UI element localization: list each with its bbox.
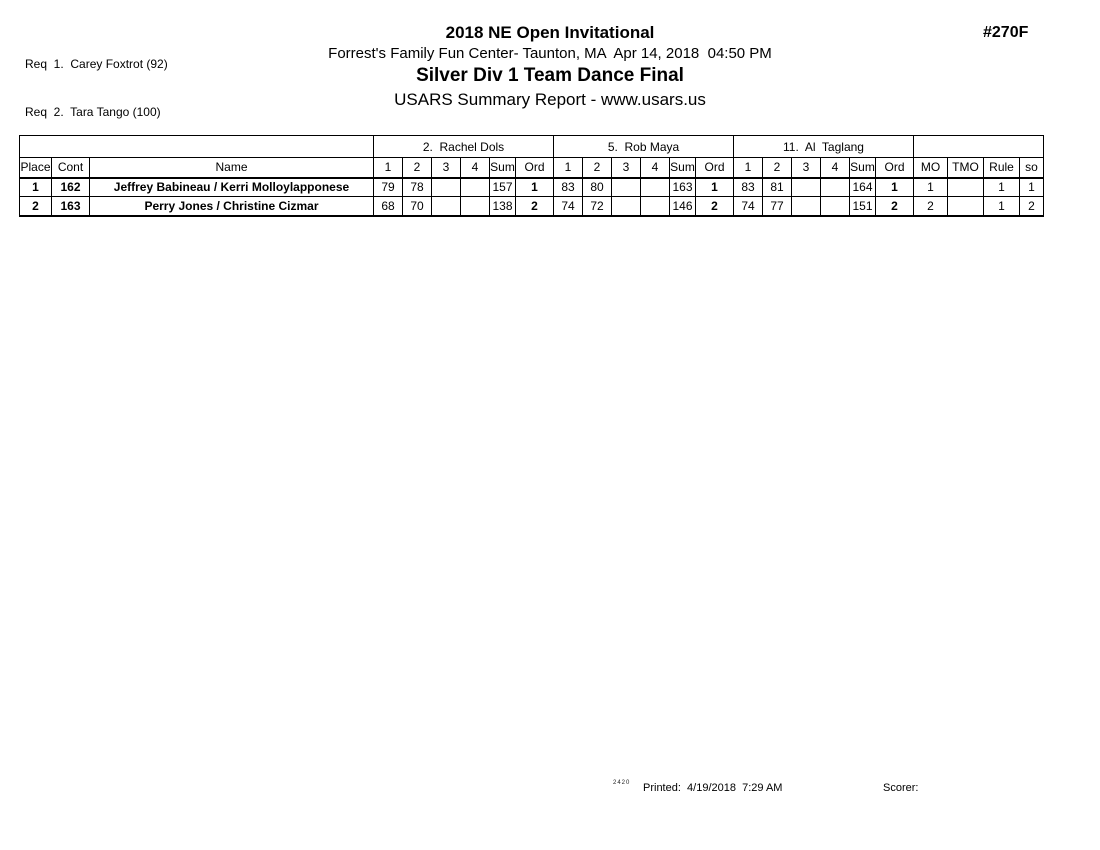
result-row-2 [20,197,1044,216]
printed-line [643,782,782,794]
col-header-score2: 2 [763,158,792,178]
col-header-score1: 1 [734,158,763,178]
score-cell: 83 [554,178,583,197]
result-row-1 [20,178,1044,197]
printed-label: Printed: [643,782,681,794]
judge-band-spacer-left [20,136,374,158]
score-cell: 78 [403,178,432,197]
col-header-cont: Cont [52,158,90,178]
results-table [19,135,1044,217]
score-cell [461,197,490,216]
scorer-label: Scorer: [883,782,919,794]
ordinal-cell: 1 [876,178,914,197]
ordinal-cell: 2 [876,197,914,216]
ordinal-cell: 1 [696,178,734,197]
total-majority-ordinal-cell [948,178,984,197]
place-cell: 1 [20,178,52,197]
col-header-name: Name [90,158,374,178]
score-cell: 74 [734,197,763,216]
col-header-score3: 3 [432,158,461,178]
ordinal-cell: 1 [516,178,554,197]
majority-ordinal-cell: 2 [914,197,948,216]
col-header-rule: Rule [984,158,1020,178]
col-header-sum: Sum [850,158,876,178]
score-cell [461,178,490,197]
col-header-mo: MO [914,158,948,178]
col-header-tmo: TMO [948,158,984,178]
col-header-score4: 4 [461,158,490,178]
col-header-sum: Sum [490,158,516,178]
col-header-score1: 1 [554,158,583,178]
event-title: 2018 NE Open Invitational [445,23,655,42]
total-majority-ordinal-cell [948,197,984,216]
col-header-ord: Ord [516,158,554,178]
sum-cell: 163 [670,178,696,197]
score-cell: 74 [554,197,583,216]
venue-date-line: Forrest's Family Fun Center- Taunton, MA Apr 14, 2018 04:50 PM [328,45,772,62]
score-cell: 81 [763,178,792,197]
contestant-number-cell: 162 [52,178,90,197]
contestant-number-cell: 163 [52,197,90,216]
score-cell [432,197,461,216]
score-cell: 79 [374,178,403,197]
title-block [0,22,1100,111]
col-header-score3: 3 [612,158,641,178]
score-cell: 72 [583,197,612,216]
score-cell [792,197,821,216]
skate-order-cell: 2 [1020,197,1044,216]
rule-cell: 1 [984,197,1020,216]
print-code: 2420 [613,780,631,786]
judge-name-2: 5. Rob Maya [554,136,734,158]
score-cell [641,178,670,197]
report-type-line: USARS Summary Report - www.usars.us [394,90,706,109]
sum-cell: 138 [490,197,516,216]
rule-cell: 1 [984,178,1020,197]
judge-name-3: 11. Al Taglang [734,136,914,158]
ordinal-cell: 2 [696,197,734,216]
sum-cell: 164 [850,178,876,197]
majority-ordinal-cell: 1 [914,178,948,197]
col-header-ord: Ord [876,158,914,178]
judge-band-row [20,136,1044,158]
col-header-score3: 3 [792,158,821,178]
col-header-sum: Sum [670,158,696,178]
col-header-place: Place [20,158,52,178]
team-name-cell: Perry Jones / Christine Cizmar [90,197,374,216]
team-name-cell: Jeffrey Babineau / Kerri Molloylapponese [90,178,374,197]
score-cell [821,178,850,197]
col-header-ord: Ord [696,158,734,178]
printed-value: 4/19/2018 7:29 AM [687,782,783,794]
score-cell: 77 [763,197,792,216]
division-title: Silver Div 1 Team Dance Final [416,65,684,86]
ordinal-cell: 2 [516,197,554,216]
col-header-so: so [1020,158,1044,178]
skate-order-cell: 1 [1020,178,1044,197]
col-header-score1: 1 [374,158,403,178]
col-header-score2: 2 [403,158,432,178]
score-cell [612,178,641,197]
req-line-1: Req 1. Carey Foxtrot (92) [25,57,168,71]
score-cell [792,178,821,197]
col-header-score4: 4 [821,158,850,178]
sum-cell: 157 [490,178,516,197]
sum-cell: 151 [850,197,876,216]
score-cell: 80 [583,178,612,197]
place-cell: 2 [20,197,52,216]
score-cell [432,178,461,197]
score-cell [612,197,641,216]
col-header-score2: 2 [583,158,612,178]
score-cell: 68 [374,197,403,216]
col-header-score4: 4 [641,158,670,178]
column-header-row [20,158,1044,178]
judge-name-1: 2. Rachel Dols [374,136,554,158]
score-cell: 70 [403,197,432,216]
judge-band-spacer-right [914,136,1044,158]
event-number: #270F [983,24,1029,41]
score-cell [821,197,850,216]
score-cell [641,197,670,216]
score-cell: 83 [734,178,763,197]
req-line-2: Req 2. Tara Tango (100) [25,105,161,119]
sum-cell: 146 [670,197,696,216]
